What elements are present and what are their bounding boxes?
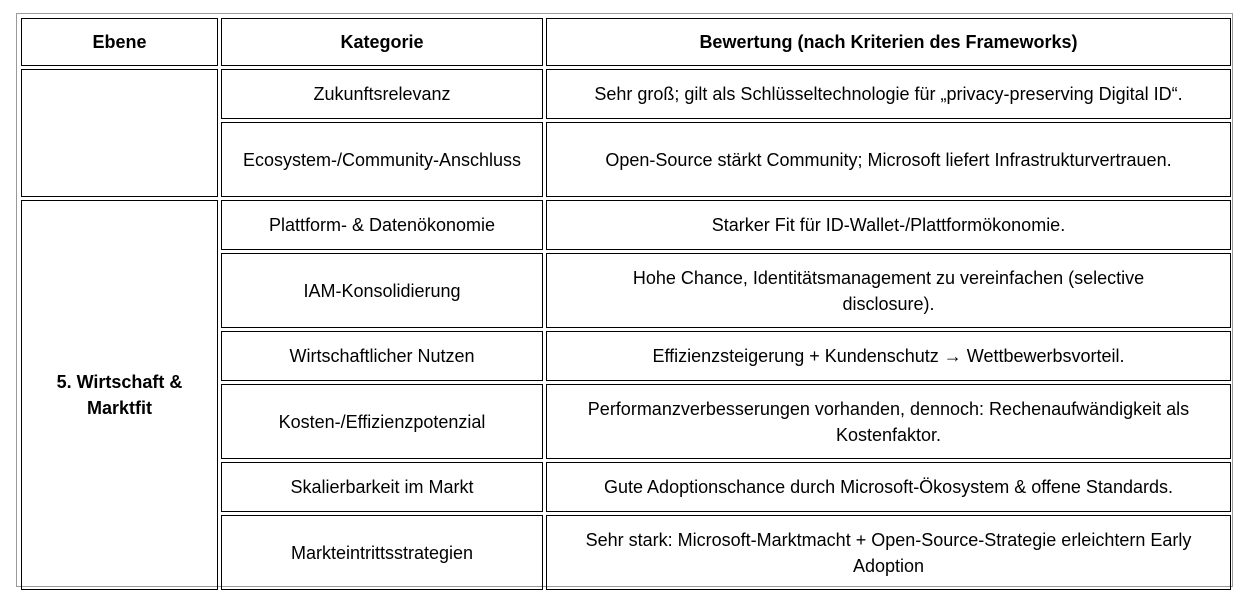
- bewertung-cell: Sehr stark: Microsoft-Marktmacht + Open-Source-Strategie erleichtern Early Adoption: [546, 515, 1231, 590]
- evaluation-table: [18, 15, 1234, 593]
- header-ebene: Ebene: [21, 18, 218, 66]
- header-row: [21, 18, 1231, 66]
- bewertung-cell: Hohe Chance, Identitätsmanagement zu vereinfachen (selective disclosure).: [546, 253, 1231, 328]
- kategorie-cell: Skalierbarkeit im Markt: [221, 462, 543, 512]
- header-bewertung: Bewertung (nach Kriterien des Frameworks): [546, 18, 1231, 66]
- kategorie-cell: Zukunftsrelevanz: [221, 69, 543, 119]
- bewertung-cell: Open-Source stärkt Community; Microsoft liefert Infrastrukturvertrauen.: [546, 122, 1231, 197]
- bewertung-cell: Effizienzsteigerung + Kundenschutz → Wettbewerbsvorteil.: [546, 331, 1231, 381]
- table-row: [21, 200, 1231, 250]
- ebene-cell-group1: [21, 69, 218, 197]
- kategorie-cell: Ecosystem-/Community-Anschluss: [221, 122, 543, 197]
- bewertung-cell: Starker Fit für ID-Wallet-/Plattformökonomie.: [546, 200, 1231, 250]
- kategorie-cell: Markteintrittsstrategien: [221, 515, 543, 590]
- kategorie-cell: Plattform- & Datenökonomie: [221, 200, 543, 250]
- kategorie-cell: Kosten-/Effizienzpotenzial: [221, 384, 543, 459]
- bewertung-cell: Sehr groß; gilt als Schlüsseltechnologie für „privacy-preserving Digital ID“.: [546, 69, 1231, 119]
- header-kategorie: Kategorie: [221, 18, 543, 66]
- kategorie-cell: IAM-Konsolidierung: [221, 253, 543, 328]
- bewertung-cell: Performanzverbesserungen vorhanden, dennoch: Rechenaufwändigkeit als Kostenfaktor.: [546, 384, 1231, 459]
- bewertung-cell: Gute Adoptionschance durch Microsoft-Ökosystem & offene Standards.: [546, 462, 1231, 512]
- kategorie-cell: Wirtschaftlicher Nutzen: [221, 331, 543, 381]
- table-row: [21, 69, 1231, 119]
- ebene-cell-group2: 5. Wirtschaft & Marktfit: [21, 200, 218, 590]
